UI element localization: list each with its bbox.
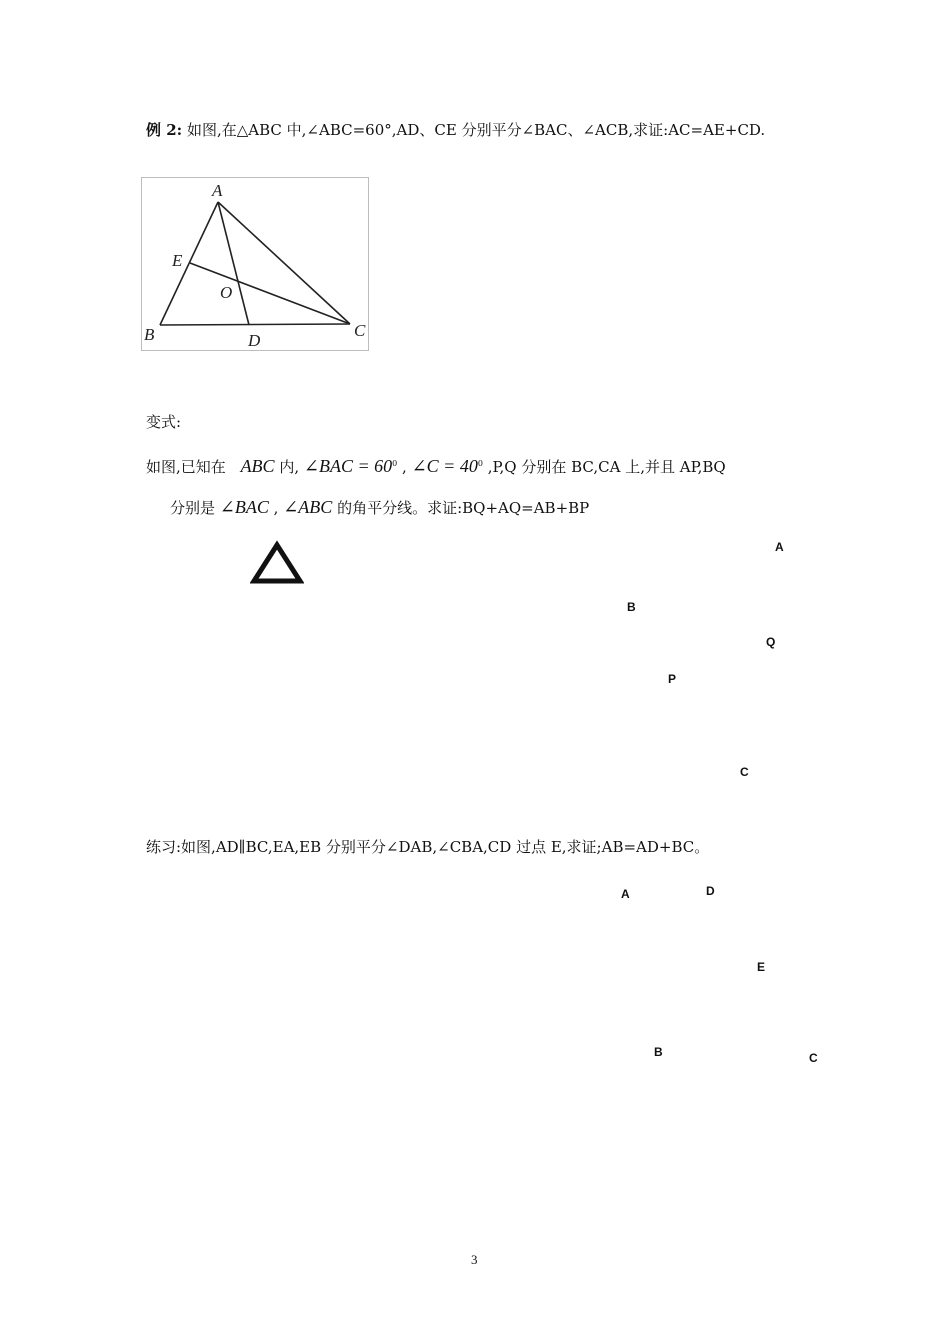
example-2-label: 例 2:	[146, 121, 183, 139]
variant-heading: 变式:	[146, 413, 182, 431]
practice-statement: 练习:如图,AD∥BC,EA,EB 分别平分∠DAB,∠CBA,CD 过点 E,求证;AB=AD+BC。	[146, 838, 710, 856]
variant-angle-bac: ∠BAC = 60	[303, 456, 393, 476]
fig1-label-d: D	[248, 331, 261, 350]
practice-label-c: C	[809, 1051, 818, 1065]
fig1-label-e: E	[172, 251, 183, 270]
variant-label-p: P	[668, 672, 677, 686]
practice-label-d: D	[706, 884, 715, 898]
fig1-label-a: A	[212, 181, 223, 200]
variant-text-1b: 内,	[279, 458, 300, 476]
practice-label-a: A	[621, 887, 630, 901]
fig1-label-c: C	[354, 321, 366, 340]
variant-text-2b: 的角平分线。求证:BQ+AQ=AB+BP	[337, 499, 590, 517]
variant-angle-abc: ∠ABC	[283, 497, 333, 517]
example-2-statement	[146, 119, 765, 140]
variant-label-q: Q	[766, 635, 776, 649]
practice-label-e: E	[757, 960, 766, 974]
variant-angle-c: ∠C = 40	[411, 456, 478, 476]
side-bc	[160, 324, 350, 325]
variant-line-1	[146, 456, 726, 477]
variant-triangle-name: ABC	[240, 456, 275, 476]
variant-comma: ,	[402, 458, 407, 476]
fig1-label-o: O	[220, 283, 233, 302]
page-number: 3	[471, 1252, 478, 1267]
bisector-ad	[218, 202, 249, 325]
variant-angle-bac-2: ∠BAC	[219, 497, 269, 517]
variant-label-a: A	[775, 540, 784, 554]
side-ac	[218, 202, 350, 324]
bisector-ce	[190, 263, 350, 324]
example-2-text: 如图,在△ABC 中,∠ABC=60°,AD、CE 分别平分∠BAC、∠ACB,求证:AC=AE+CD.	[186, 121, 766, 139]
variant-label-c: C	[740, 765, 749, 779]
variant-label-b: B	[627, 600, 636, 614]
variant-line-2	[170, 497, 589, 518]
fig1-label-b: B	[144, 325, 155, 344]
figure-triangle-svg	[142, 178, 368, 350]
variant-degree-2: 0	[477, 459, 483, 468]
variant-text-1a: 如图,已知在	[146, 458, 226, 476]
variant-text-2a: 分别是	[170, 499, 216, 517]
variant-sep: ,	[273, 499, 279, 517]
variant-text-1c: ,P,Q 分别在 BC,CA 上,并且 AP,BQ	[487, 458, 726, 476]
variant-degree-1: 0	[392, 459, 398, 468]
figure-triangle-abc	[141, 177, 369, 351]
side-ab	[160, 202, 218, 325]
practice-label-b: B	[654, 1045, 663, 1059]
triangle-glyph-icon	[250, 540, 304, 586]
